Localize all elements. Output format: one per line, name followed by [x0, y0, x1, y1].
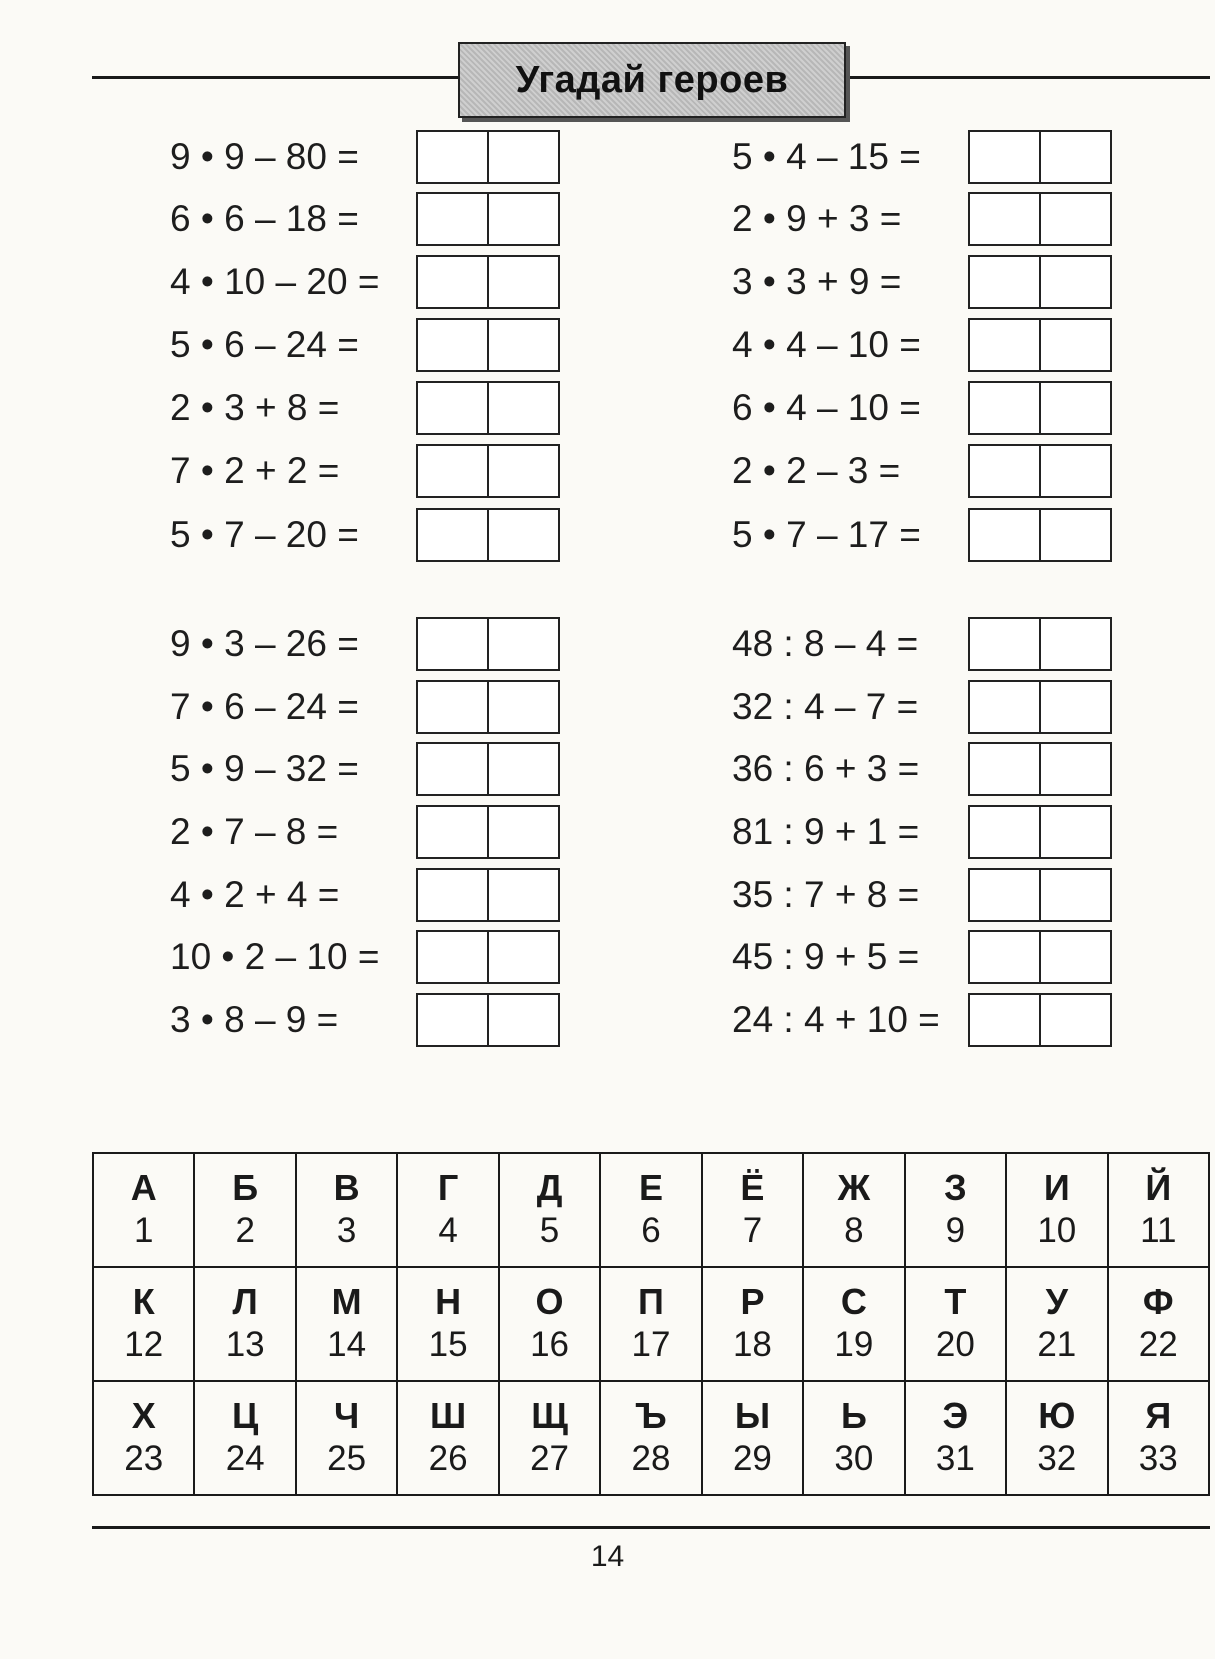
answer-box[interactable]	[416, 617, 560, 671]
equation-row	[170, 993, 730, 1047]
equation-row	[732, 318, 1215, 372]
alphabet-row	[93, 1267, 1209, 1381]
equation-text: 5 • 6 – 24 =	[170, 324, 359, 365]
answer-box[interactable]	[416, 130, 560, 184]
alphabet-letter: Т	[944, 1281, 967, 1322]
alphabet-cell	[499, 1153, 600, 1267]
equation-row	[732, 868, 1215, 922]
alphabet-cell	[803, 1267, 904, 1381]
answer-box[interactable]	[968, 444, 1112, 498]
answer-cell-ones[interactable]	[1039, 932, 1110, 982]
answer-box[interactable]	[416, 508, 560, 562]
answer-cell-tens[interactable]	[418, 510, 487, 560]
answer-cell-tens[interactable]	[418, 320, 487, 370]
alphabet-cell	[1108, 1153, 1209, 1267]
answer-cell-tens[interactable]	[418, 807, 487, 857]
alphabet-letter: Й	[1145, 1167, 1172, 1208]
equation-row	[170, 255, 730, 309]
alphabet-number: 7	[742, 1211, 763, 1250]
alphabet-cell	[1108, 1381, 1209, 1495]
alphabet-letter: Ь	[840, 1395, 867, 1436]
equation-row	[732, 255, 1215, 309]
alphabet-cell	[1006, 1267, 1107, 1381]
answer-cell-ones[interactable]	[487, 132, 558, 182]
equation-row	[732, 805, 1215, 859]
answer-cell-ones[interactable]	[487, 257, 558, 307]
equation-text: 45 : 9 + 5 =	[732, 936, 920, 977]
alphabet-letter: Е	[638, 1167, 663, 1208]
equation-row	[170, 130, 730, 184]
answer-cell-tens[interactable]	[970, 807, 1039, 857]
alphabet-cell	[600, 1267, 701, 1381]
alphabet-cell	[93, 1153, 194, 1267]
alphabet-letter: Д	[536, 1167, 563, 1208]
answer-box[interactable]	[416, 192, 560, 246]
alphabet-letter: Н	[435, 1281, 462, 1322]
answer-cell-tens[interactable]	[970, 510, 1039, 560]
answer-box[interactable]	[968, 192, 1112, 246]
answer-cell-tens[interactable]	[970, 194, 1039, 244]
equation-text: 6 • 6 – 18 =	[170, 198, 359, 239]
answer-cell-tens[interactable]	[970, 257, 1039, 307]
alphabet-cell	[905, 1267, 1006, 1381]
alphabet-letter: Г	[437, 1167, 459, 1208]
equation-text: 7 • 2 + 2 =	[170, 450, 340, 491]
alphabet-cell	[194, 1153, 295, 1267]
alphabet-cell	[600, 1153, 701, 1267]
equation-text: 36 : 6 + 3 =	[732, 748, 920, 789]
answer-cell-ones[interactable]	[487, 619, 558, 669]
alphabet-letter: Л	[232, 1281, 258, 1322]
answer-cell-tens[interactable]	[418, 744, 487, 794]
answer-box[interactable]	[968, 805, 1112, 859]
answer-box[interactable]	[968, 742, 1112, 796]
answer-cell-ones[interactable]	[487, 446, 558, 496]
answer-cell-tens[interactable]	[418, 194, 487, 244]
equation-row	[170, 930, 730, 984]
answer-cell-tens[interactable]	[970, 446, 1039, 496]
alphabet-number: 26	[428, 1439, 468, 1478]
alphabet-cell	[702, 1267, 803, 1381]
equation-text: 10 • 2 – 10 =	[170, 936, 380, 977]
alphabet-cell	[397, 1267, 498, 1381]
answer-cell-ones[interactable]	[487, 383, 558, 433]
alphabet-number: 3	[336, 1211, 357, 1250]
alphabet-letter: П	[638, 1281, 664, 1322]
equation-text: 35 : 7 + 8 =	[732, 874, 920, 915]
answer-box[interactable]	[968, 868, 1112, 922]
alphabet-letter: А	[130, 1167, 157, 1208]
equation-text: 5 • 4 – 15 =	[732, 136, 921, 177]
alphabet-number: 18	[732, 1325, 772, 1364]
answer-box[interactable]	[968, 993, 1112, 1047]
alphabet-number: 27	[530, 1439, 569, 1478]
alphabet-number: 12	[124, 1325, 164, 1364]
alphabet-cell	[1006, 1381, 1107, 1495]
alphabet-cell	[702, 1153, 803, 1267]
alphabet-cell	[499, 1267, 600, 1381]
equation-text: 2 • 3 + 8 =	[170, 387, 340, 428]
equation-text: 2 • 2 – 3 =	[732, 450, 901, 491]
answer-cell-tens[interactable]	[418, 257, 487, 307]
answer-box[interactable]	[968, 318, 1112, 372]
alphabet-key-table	[92, 1152, 1210, 1496]
answer-cell-tens[interactable]	[418, 383, 487, 433]
answer-cell-tens[interactable]	[970, 744, 1039, 794]
answer-cell-tens[interactable]	[970, 870, 1039, 920]
equation-row	[732, 381, 1215, 435]
alphabet-number: 17	[631, 1325, 671, 1364]
answer-box[interactable]	[968, 930, 1112, 984]
equation-text: 5 • 9 – 32 =	[170, 748, 359, 789]
answer-box[interactable]	[968, 680, 1112, 734]
equation-text: 2 • 9 + 3 =	[732, 198, 902, 239]
alphabet-cell	[296, 1381, 397, 1495]
answer-cell-ones[interactable]	[487, 807, 558, 857]
answer-cell-tens[interactable]	[970, 932, 1039, 982]
page-number: 14	[590, 1540, 625, 1573]
equation-row	[170, 805, 730, 859]
alphabet-number: 8	[844, 1211, 864, 1250]
alphabet-letter: Ц	[232, 1395, 259, 1436]
equation-text: 5 • 7 – 17 =	[732, 514, 921, 555]
answer-cell-tens[interactable]	[970, 383, 1039, 433]
alphabet-cell	[93, 1267, 194, 1381]
alphabet-letter: Щ	[531, 1395, 568, 1436]
alphabet-number: 10	[1037, 1211, 1077, 1250]
answer-cell-tens[interactable]	[418, 932, 487, 982]
equation-text: 48 : 8 – 4 =	[732, 623, 919, 664]
alphabet-cell	[194, 1267, 295, 1381]
answer-cell-tens[interactable]	[970, 619, 1039, 669]
alphabet-cell	[1006, 1153, 1107, 1267]
alphabet-number: 32	[1037, 1439, 1077, 1478]
alphabet-letter: Ф	[1142, 1281, 1174, 1322]
alphabet-number: 16	[530, 1325, 569, 1364]
alphabet-cell	[702, 1381, 803, 1495]
alphabet-number: 2	[235, 1211, 255, 1250]
alphabet-number: 15	[428, 1325, 468, 1364]
answer-box[interactable]	[416, 318, 560, 372]
alphabet-letter: К	[132, 1281, 155, 1322]
alphabet-letter: М	[331, 1281, 362, 1322]
alphabet-number: 4	[438, 1211, 458, 1250]
equation-text: 5 • 7 – 20 =	[170, 514, 359, 555]
answer-cell-ones[interactable]	[487, 932, 558, 982]
answer-cell-ones[interactable]	[487, 995, 558, 1045]
answer-cell-ones[interactable]	[487, 744, 558, 794]
answer-box[interactable]	[416, 255, 560, 309]
alphabet-cell	[296, 1267, 397, 1381]
answer-cell-ones[interactable]	[1039, 807, 1110, 857]
alphabet-number: 21	[1037, 1325, 1077, 1364]
alphabet-number: 6	[641, 1211, 661, 1250]
answer-cell-tens[interactable]	[970, 682, 1039, 732]
alphabet-number: 20	[935, 1325, 975, 1364]
alphabet-cell	[1108, 1267, 1209, 1381]
equation-row	[170, 444, 730, 498]
alphabet-number: 11	[1140, 1211, 1177, 1250]
answer-cell-ones[interactable]	[1039, 194, 1110, 244]
equation-text: 81 : 9 + 1 =	[732, 811, 920, 852]
equation-row	[732, 192, 1215, 246]
equation-text: 24 : 4 + 10 =	[732, 999, 940, 1040]
alphabet-letter: О	[535, 1281, 564, 1322]
equation-text: 32 : 4 – 7 =	[732, 686, 919, 727]
footer-rule	[92, 1526, 1210, 1529]
equation-row	[170, 192, 730, 246]
alphabet-cell	[600, 1381, 701, 1495]
answer-cell-ones[interactable]	[1039, 995, 1110, 1045]
answer-cell-ones[interactable]	[1039, 870, 1110, 920]
equation-row	[170, 318, 730, 372]
answer-cell-ones[interactable]	[1039, 510, 1110, 560]
answer-box[interactable]	[968, 617, 1112, 671]
answer-cell-tens[interactable]	[418, 682, 487, 732]
alphabet-letter: Ч	[333, 1395, 360, 1436]
equation-row	[732, 617, 1215, 671]
answer-cell-tens[interactable]	[418, 995, 487, 1045]
alphabet-letter: З	[944, 1167, 967, 1208]
alphabet-row	[93, 1381, 1209, 1495]
equation-text: 9 • 3 – 26 =	[170, 623, 359, 664]
answer-box[interactable]	[416, 444, 560, 498]
alphabet-number: 24	[225, 1439, 265, 1478]
equation-row	[732, 930, 1215, 984]
answer-box[interactable]	[416, 868, 560, 922]
equation-row	[170, 381, 730, 435]
answer-cell-ones[interactable]	[1039, 446, 1110, 496]
answer-cell-tens[interactable]	[970, 995, 1039, 1045]
answer-cell-ones[interactable]	[1039, 383, 1110, 433]
alphabet-number: 19	[834, 1325, 874, 1364]
alphabet-cell	[803, 1381, 904, 1495]
answer-cell-ones[interactable]	[487, 870, 558, 920]
answer-cell-ones[interactable]	[1039, 257, 1110, 307]
equation-text: 3 • 3 + 9 =	[732, 261, 902, 302]
alphabet-number: 30	[834, 1439, 874, 1478]
alphabet-cell	[905, 1153, 1006, 1267]
alphabet-letter: В	[333, 1167, 360, 1208]
alphabet-number: 13	[225, 1325, 265, 1364]
equation-text: 9 • 9 – 80 =	[170, 136, 359, 177]
answer-cell-ones[interactable]	[487, 510, 558, 560]
answer-cell-tens[interactable]	[418, 619, 487, 669]
equation-row	[170, 868, 730, 922]
answer-cell-ones[interactable]	[1039, 619, 1110, 669]
alphabet-number: 22	[1138, 1325, 1178, 1364]
alphabet-letter: Э	[942, 1395, 969, 1436]
alphabet-cell	[194, 1381, 295, 1495]
alphabet-cell	[905, 1381, 1006, 1495]
alphabet-cell	[397, 1381, 498, 1495]
alphabet-letter: Ё	[740, 1167, 765, 1208]
alphabet-letter: И	[1043, 1167, 1070, 1208]
answer-cell-ones[interactable]	[1039, 320, 1110, 370]
answer-box[interactable]	[968, 130, 1112, 184]
equation-text: 7 • 6 – 24 =	[170, 686, 359, 727]
answer-box[interactable]	[416, 742, 560, 796]
equation-row	[170, 680, 730, 734]
alphabet-letter: Ш	[429, 1395, 467, 1436]
alphabet-letter: С	[840, 1281, 867, 1322]
equation-row	[732, 993, 1215, 1047]
alphabet-letter: Х	[131, 1395, 156, 1436]
alphabet-cell	[499, 1381, 600, 1495]
equation-row	[170, 617, 730, 671]
alphabet-letter: Ы	[734, 1395, 771, 1436]
alphabet-number: 31	[935, 1439, 975, 1478]
alphabet-cell	[397, 1153, 498, 1267]
answer-box[interactable]	[416, 381, 560, 435]
equation-text: 3 • 8 – 9 =	[170, 999, 339, 1040]
equation-row	[732, 444, 1215, 498]
alphabet-letter: Ж	[837, 1167, 871, 1208]
answer-cell-ones[interactable]	[1039, 744, 1110, 794]
answer-box[interactable]	[416, 930, 560, 984]
answer-box[interactable]	[416, 993, 560, 1047]
answer-cell-tens[interactable]	[970, 132, 1039, 182]
alphabet-number: 9	[945, 1211, 966, 1250]
equation-row	[732, 742, 1215, 796]
equation-row	[170, 508, 730, 562]
alphabet-cell	[296, 1153, 397, 1267]
alphabet-letter: У	[1045, 1281, 1068, 1322]
equation-text: 2 • 7 – 8 =	[170, 811, 339, 852]
equation-text: 4 • 4 – 10 =	[732, 324, 921, 365]
alphabet-number: 14	[327, 1325, 367, 1364]
alphabet-number: 28	[631, 1439, 671, 1478]
answer-cell-ones[interactable]	[487, 320, 558, 370]
alphabet-cell	[803, 1153, 904, 1267]
answer-cell-tens[interactable]	[418, 870, 487, 920]
answer-box[interactable]	[968, 508, 1112, 562]
equation-row	[732, 508, 1215, 562]
equation-text: 6 • 4 – 10 =	[732, 387, 921, 428]
equation-text: 4 • 10 – 20 =	[170, 261, 380, 302]
alphabet-letter: Ю	[1038, 1395, 1076, 1436]
answer-box[interactable]	[968, 381, 1112, 435]
equation-row	[732, 130, 1215, 184]
answer-box[interactable]	[968, 255, 1112, 309]
alphabet-letter: Р	[740, 1281, 765, 1322]
alphabet-number: 25	[327, 1439, 367, 1478]
alphabet-letter: Б	[232, 1167, 259, 1208]
page-title: Угадай героев	[515, 58, 789, 101]
equation-row	[732, 680, 1215, 734]
alphabet-cell	[93, 1381, 194, 1495]
answer-cell-ones[interactable]	[1039, 682, 1110, 732]
answer-cell-tens[interactable]	[418, 132, 487, 182]
answer-cell-ones[interactable]	[1039, 132, 1110, 182]
answer-cell-tens[interactable]	[418, 446, 487, 496]
alphabet-number: 29	[732, 1439, 772, 1478]
alphabet-letter: Ъ	[635, 1395, 667, 1436]
equation-row	[170, 742, 730, 796]
equation-text: 4 • 2 + 4 =	[170, 874, 340, 915]
alphabet-number: 33	[1138, 1439, 1178, 1478]
alphabet-number: 5	[539, 1211, 560, 1250]
answer-box[interactable]	[416, 680, 560, 734]
answer-cell-ones[interactable]	[487, 682, 558, 732]
title-banner	[458, 42, 846, 118]
answer-box[interactable]	[416, 805, 560, 859]
answer-cell-ones[interactable]	[487, 194, 558, 244]
alphabet-number: 1	[133, 1211, 154, 1250]
alphabet-letter: Я	[1145, 1395, 1172, 1436]
alphabet-row	[93, 1153, 1209, 1267]
answer-cell-tens[interactable]	[970, 320, 1039, 370]
alphabet-number: 23	[124, 1439, 164, 1478]
